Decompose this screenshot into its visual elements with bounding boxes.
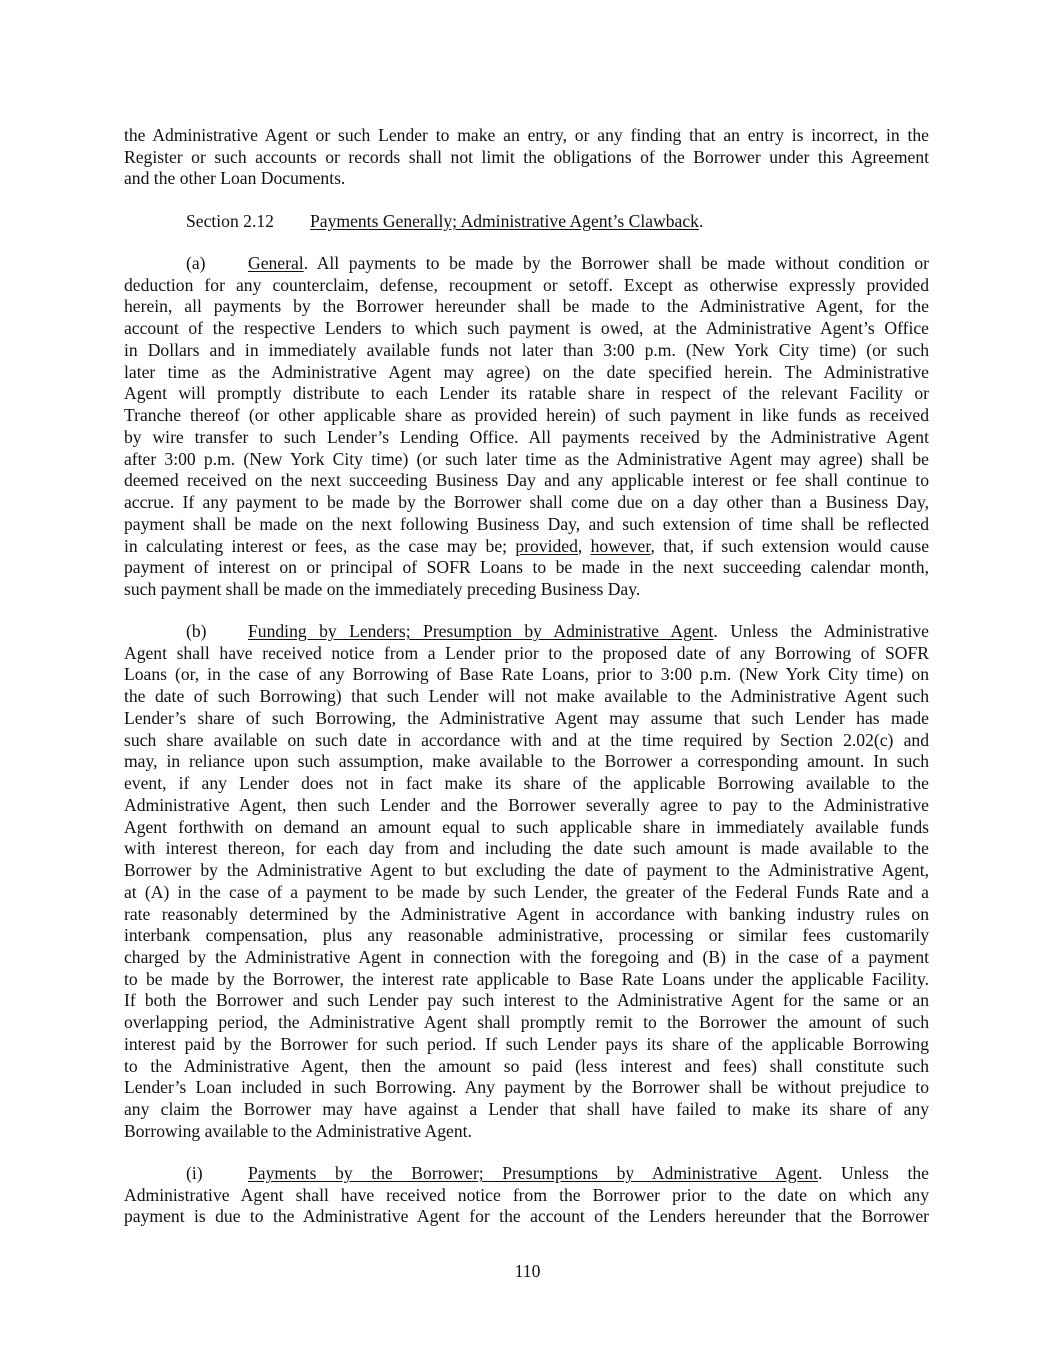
text-line	[124, 125, 929, 147]
text-line	[124, 686, 929, 708]
line-text: by wire transfer to such Lender’s Lending Office. All payments received by the Administrative Agent	[124, 426, 929, 447]
line-text: to the Administrative Agent, then the amount so paid (less interest and fees) shall constitute such	[124, 1055, 929, 1076]
text-line	[124, 1206, 929, 1228]
line-text: later time as the Administrative Agent may agree) on the date specified herein. The Administrative	[124, 361, 929, 382]
text-line	[124, 621, 929, 643]
text-line	[124, 882, 929, 904]
line-text: and the other Loan Documents.	[124, 168, 346, 189]
text-line	[124, 1012, 929, 1034]
text-line	[124, 405, 929, 427]
line-text: Lender’s Loan included in such Borrowing. Any payment by the Borrower shall be without prejudice to	[124, 1077, 929, 1098]
line-text: Agent will promptly distribute to each Lender its ratable share in respect of the relevant Facility or	[124, 383, 929, 404]
line-text: Register or such accounts or records shall not limit the obligations of the Borrower under this Agreement	[124, 146, 929, 167]
text-line	[124, 514, 929, 536]
text-line	[124, 708, 929, 730]
text-line	[124, 383, 929, 405]
paragraph-b-funding-by-lenders	[124, 621, 929, 1143]
line-text: the date of such Borrowing) that such Lender will not make available to the Administrative Agent such	[124, 686, 929, 707]
line-text: accrue. If any payment to be made by the Borrower shall come due on a day other than a Business Day,	[124, 492, 929, 513]
line-text: interbank compensation, plus any reasonable administrative, processing or similar fees customarily	[124, 925, 929, 946]
text-line	[124, 1163, 929, 1185]
text-line	[124, 947, 929, 969]
text-line	[124, 751, 929, 773]
text-line	[124, 470, 929, 492]
text-line	[124, 730, 929, 752]
paragraph-label: (b)	[186, 621, 207, 641]
text-line	[124, 795, 929, 817]
line-text: If both the Borrower and such Lender pay such interest to the Administrative Agent for the same or an	[124, 990, 929, 1011]
underlined-term: provided	[515, 535, 578, 556]
text-line	[124, 838, 929, 860]
line-text: payment is due to the Administrative Agent for the account of the Lenders hereunder that the Borrower	[124, 1206, 929, 1227]
line-text: Borrower by the Administrative Agent to but excluding the date of payment to the Administrative Agent,	[124, 860, 929, 881]
text-line	[124, 427, 929, 449]
line-text: charged by the Administrative Agent in connection with the foregoing and (B) in the case of a payment	[124, 947, 929, 968]
text-line	[124, 1099, 929, 1121]
text-line	[124, 147, 929, 169]
text-line	[124, 362, 929, 384]
line-text: deemed received on the next succeeding Business Day and any applicable interest or fee shall continue to	[124, 470, 929, 491]
text-line	[124, 579, 929, 601]
line-text: to be made by the Borrower, the interest rate applicable to Base Rate Loans under the applicable Facility.	[124, 968, 929, 989]
line-text: overlapping period, the Administrative Agent shall promptly remit to the Borrower the amount of such	[124, 1012, 929, 1033]
line-text: the Administrative Agent or such Lender to make an entry, or any finding that an entry is incorrect, in the	[124, 125, 929, 145]
section-title: Payments Generally; Administrative Agent’s Clawback	[310, 211, 699, 231]
line-text: ,	[577, 535, 591, 556]
line-text: after 3:00 p.m. (New York City time) (or such later time as the Administrative Agent may agree) shall be	[124, 448, 929, 469]
section-heading	[124, 211, 929, 233]
text-line	[124, 904, 929, 926]
line-text: herein, all payments by the Borrower hereunder shall be made to the Administrative Agent, for the	[124, 296, 929, 317]
line-text: . All payments to be made by the Borrower shall be made without condition or	[303, 253, 929, 273]
text-line	[124, 643, 929, 665]
text-line	[124, 1056, 929, 1078]
line-text: Tranche thereof (or other applicable share as provided herein) of such payment in like funds as received	[124, 405, 929, 426]
line-text: with interest thereon, for each day from and including the date such amount is made available to the	[124, 838, 929, 859]
text-line	[124, 536, 929, 558]
line-text: in Dollars and in immediately available funds not later than 3:00 p.m. (New York City time) (or such	[124, 339, 929, 360]
text-line	[124, 492, 929, 514]
line-text: . Unless the	[818, 1163, 929, 1183]
line-text: payment shall be made on the next following Business Day, and such extension of time shall be reflected	[124, 513, 929, 534]
text-line	[124, 860, 929, 882]
text-line	[124, 275, 929, 297]
paragraph-a-general	[124, 253, 929, 601]
line-text: Borrowing available to the Administrative Agent.	[124, 1120, 472, 1141]
text-line	[124, 925, 929, 947]
text-line	[124, 557, 929, 579]
line-text: Administrative Agent, then such Lender and the Borrower severally agree to pay to the Administrative	[124, 794, 929, 815]
line-text: may, in reliance upon such assumption, make available to the Borrower a corresponding amount. In such	[124, 751, 929, 772]
line-text: , that, if such extension would cause	[650, 535, 930, 556]
page-number: 110	[514, 1261, 541, 1281]
text-line	[124, 1034, 929, 1056]
line-text: rate reasonably determined by the Administrative Agent in accordance with banking industry rules on	[124, 903, 929, 924]
line-text: . Unless the Administrative	[713, 621, 929, 641]
paragraph-label: (i)	[186, 1163, 203, 1183]
underlined-term: General	[248, 253, 304, 273]
text-line	[124, 773, 929, 795]
text-line	[124, 340, 929, 362]
text-line	[124, 168, 929, 190]
line-text: in calculating interest or fees, as the case may be;	[124, 535, 516, 556]
text-line	[124, 664, 929, 686]
line-text: Agent shall have received notice from a Lender prior to the proposed date of any Borrowing of SOFR	[124, 642, 929, 663]
line-text: Lender’s share of such Borrowing, the Administrative Agent may assume that such Lender has made	[124, 707, 929, 728]
line-text: deduction for any counterclaim, defense, recoupment or setoff. Except as otherwise expressly provided	[124, 274, 929, 295]
text-line	[124, 296, 929, 318]
line-text: event, if any Lender does not in fact make its share of the applicable Borrowing available to the	[124, 773, 929, 794]
section-title-end: .	[698, 211, 704, 231]
text-line	[124, 449, 929, 471]
text-line	[124, 253, 929, 275]
line-text: payment of interest on or principal of SOFR Loans to be made in the next succeeding calendar month,	[124, 557, 929, 578]
text-line	[124, 1185, 929, 1207]
line-text: Agent forthwith on demand an amount equal to such applicable share in immediately available funds	[124, 816, 929, 837]
section-number: Section 2.12	[186, 211, 274, 231]
paragraph-label: (a)	[186, 253, 206, 273]
line-text: any claim the Borrower may have against a Lender that shall have failed to make its share of any	[124, 1099, 929, 1120]
text-line	[124, 990, 929, 1012]
underlined-term: Payments by the Borrower; Presumptions by Administrative Agent	[248, 1163, 818, 1183]
line-text: such payment shall be made on the immediately preceding Business Day.	[124, 579, 641, 600]
text-line	[124, 1077, 929, 1099]
line-text: such share available on such date in accordance with and at the time required by Section 2.02(c) and	[124, 729, 929, 750]
underlined-term: Funding by Lenders; Presumption by Administrative Agent	[248, 621, 714, 641]
text-line	[124, 1121, 929, 1143]
paragraph-i-payments-by-borrower	[124, 1163, 929, 1228]
line-text: interest paid by the Borrower for such period. If such Lender pays its share of the applicable Borrowing	[124, 1033, 929, 1054]
line-text: at (A) in the case of a payment to be made by such Lender, the greater of the Federal Funds Rate and a	[124, 881, 929, 902]
text-line	[124, 817, 929, 839]
line-text: Loans (or, in the case of any Borrowing of Base Rate Loans, prior to 3:00 p.m. (New York City time) on	[124, 664, 929, 685]
line-text: account of the respective Lenders to which such payment is owed, at the Administrative Agent’s Office	[124, 318, 929, 339]
text-line	[124, 969, 929, 991]
text-line	[124, 318, 929, 340]
line-text: Administrative Agent shall have received notice from the Borrower prior to the date on which any	[124, 1184, 929, 1205]
paragraph-intro	[124, 125, 929, 190]
underlined-term: however	[590, 535, 651, 556]
